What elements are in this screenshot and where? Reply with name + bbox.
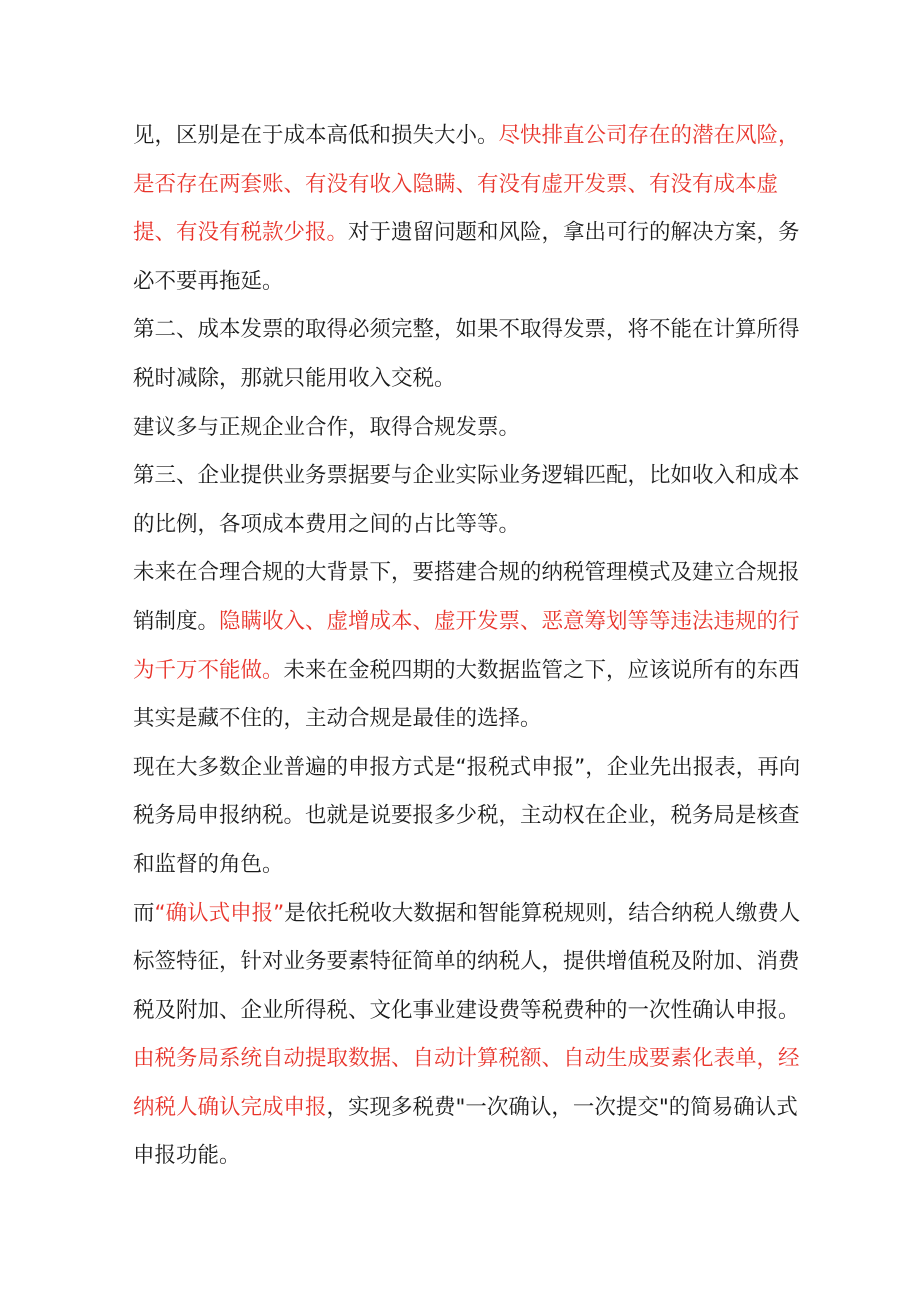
text-segment: 第三、企业提供业务票据要与企业实际业务逻辑匹配，比如收入和成本的比例，各项成本费用之间的占比等等。 xyxy=(133,463,800,537)
paragraph-second-point xyxy=(133,306,803,403)
text-segment: 现在大多数企业普遍的申报方式是“报税式申报”，企业先出报表，再向税务局申报纳税。也就是说要报多少税，主动权在企业，税务局是核查和监督的角色。 xyxy=(133,754,801,877)
text-segment: 第二、成本发票的取得必须完整，如果不取得发票，将不能在计算所得税时减除，那就只能用收入交税。 xyxy=(133,317,800,391)
paragraph-current-filing xyxy=(133,744,803,890)
paragraph-risk-review xyxy=(133,112,803,306)
text-segment: 对于遗留问题和风险，拿出可行的解决方案，务必不要再拖延。 xyxy=(133,220,800,294)
text-segment: 见，区别是在于成本高低和损失大小。 xyxy=(133,123,499,148)
paragraph-third-point xyxy=(133,452,803,549)
paragraph-confirm-filing xyxy=(133,890,803,1182)
highlighted-text-segment: 隐瞒收入、虚增成本、虚开发票、恶意筹划等等违法违规的行为千万不能做。 xyxy=(133,608,800,683)
text-segment: ，实现多税费"一次确认，一次提交"的简易确认式申报功能。 xyxy=(133,1094,798,1169)
text-segment: 建议多与正规企业合作，取得合规发票。 xyxy=(133,414,521,440)
paragraph-suggestion xyxy=(133,404,803,453)
text-segment: 而 xyxy=(133,900,155,926)
text-segment: 是依托税收大数据和智能算税规则，结合纳税人缴费人标签特征，针对业务要素特征简单的纳税人，提供增值税及附加、消费税及附加、企业所得税、文化事业建设费等税费种的一次性确认申报。 xyxy=(133,900,801,1023)
highlighted-text-segment: 尽快排直公司存在的潜在风险，是否存在两套账、有没有收入隐瞒、有没有虚开发票、有没有成本虚提、有没有税款少报。 xyxy=(133,123,800,246)
text-segment: 未来在金税四期的大数据监管之下，应该说所有的东西其实是藏不住的，主动合规是最佳的选择。 xyxy=(133,657,800,732)
highlighted-text-segment: 由税务局系统自动提取数据、自动计算税额、自动生成要素化表单，经纳税人确认完成申报 xyxy=(133,1046,800,1120)
document-body xyxy=(133,112,803,1181)
paragraph-future-compliance xyxy=(133,549,803,743)
highlighted-text-segment: “确认式申报” xyxy=(154,900,285,926)
text-segment: 未来在合理合规的大背景下，要搭建合规的纳税管理模式及建立合规报销制度。 xyxy=(133,560,800,634)
